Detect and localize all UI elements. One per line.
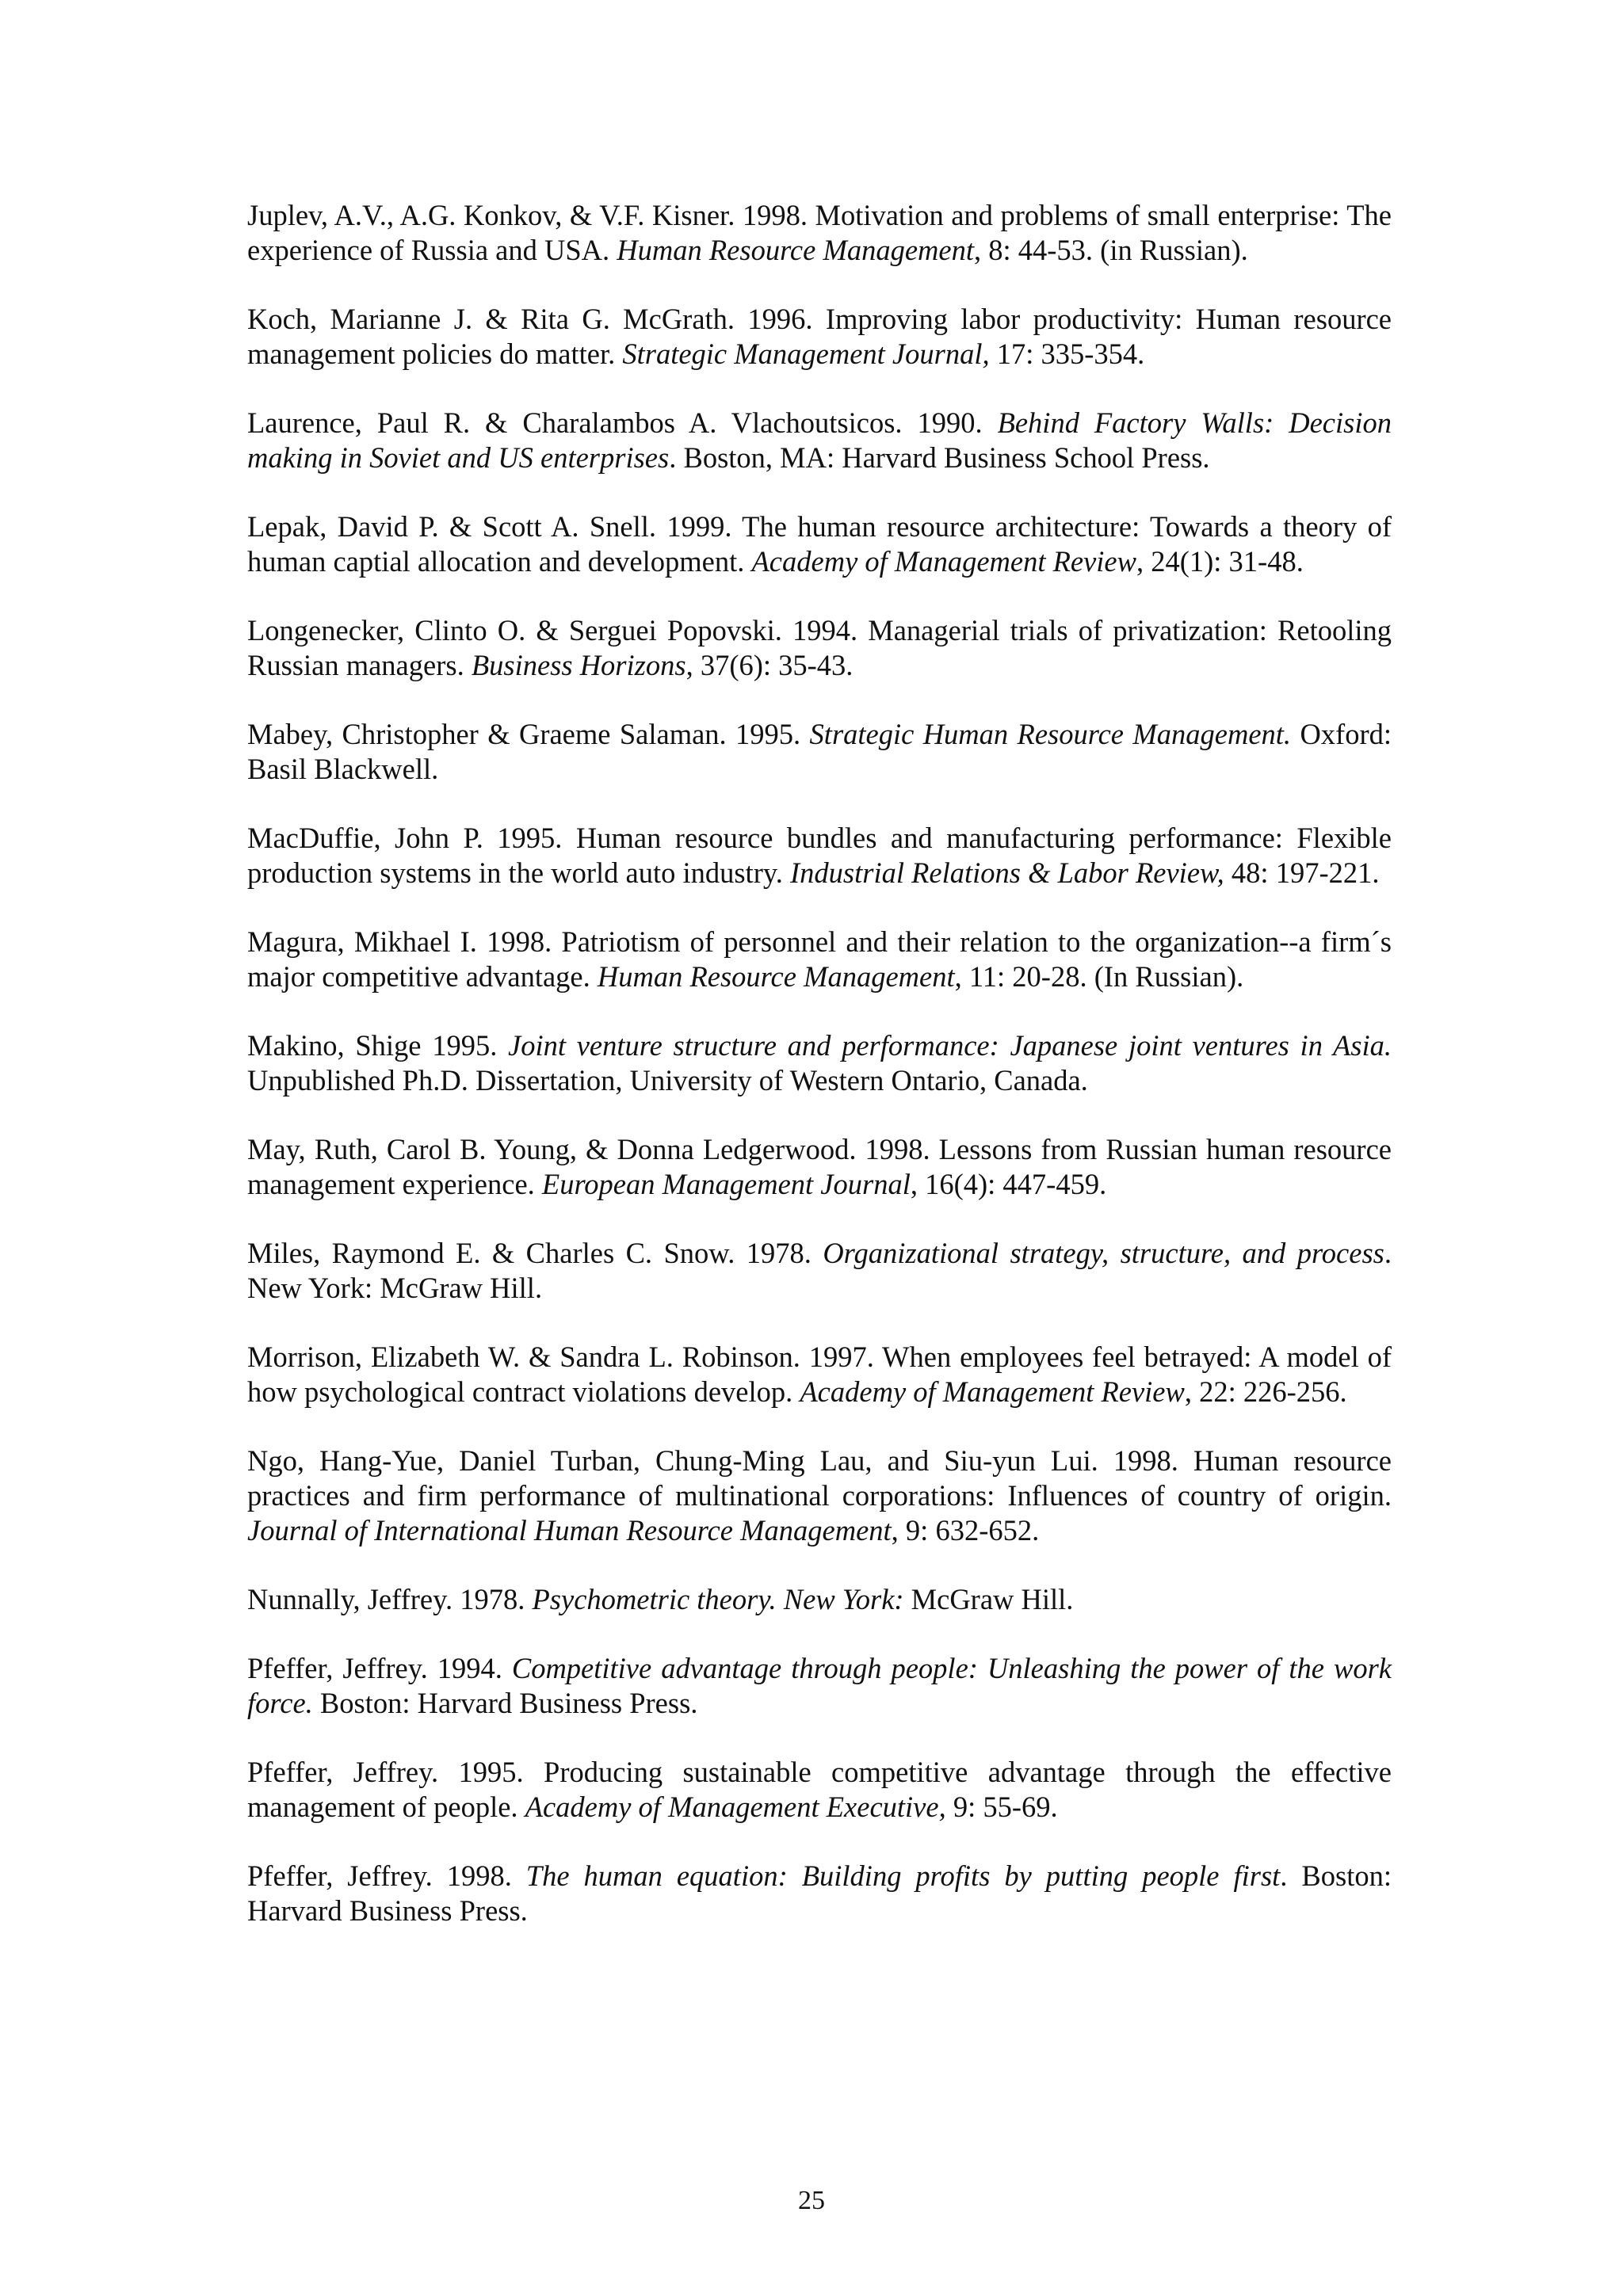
reference-text: , 11: 20-28. (In Russian). xyxy=(954,960,1244,993)
reference-entry-pfeffer-1994 xyxy=(247,1651,1392,1721)
reference-text: Longenecker, Clinto O. & Serguei Popovski. 1994. Managerial trials of privatization: Retooling Russian managers. xyxy=(247,614,1392,681)
reference-entry-miles xyxy=(247,1236,1392,1306)
reference-title-italic: Strategic Human Resource Management. xyxy=(809,718,1292,750)
reference-entry-magura xyxy=(247,925,1392,994)
reference-entry-nunnally xyxy=(247,1582,1392,1617)
reference-title-italic: European Management Journal xyxy=(541,1168,911,1200)
reference-entry-may xyxy=(247,1132,1392,1202)
reference-text: Unpublished Ph.D. Dissertation, University of Western Ontario, Canada. xyxy=(247,1064,1088,1097)
reference-title-italic: Academy of Management Review xyxy=(800,1375,1185,1408)
reference-text: Mabey, Christopher & Graeme Salaman. 1995. xyxy=(247,718,810,750)
reference-title-italic: Human Resource Management xyxy=(597,960,955,993)
reference-text: MacDuffie, John P. 1995. Human resource bundles and manufacturing performance: Flexible production systems in the world auto industry. xyxy=(247,822,1392,889)
reference-text: , 9: 632-652. xyxy=(891,1514,1040,1547)
reference-text: Pfeffer, Jeffrey. 1998. xyxy=(247,1859,526,1892)
reference-text: Koch, Marianne J. & Rita G. McGrath. 1996. Improving labor productivity: Human resource management policies do matter. xyxy=(247,303,1392,370)
reference-title-italic: Psychometric theory. New York: xyxy=(532,1583,904,1615)
reference-title-italic: Competitive advantage through people: Unleashing the power of the work force. xyxy=(247,1652,1392,1719)
reference-text: . Boston, MA: Harvard Business School Press. xyxy=(669,441,1210,474)
reference-text: , 8: 44-53. (in Russian). xyxy=(974,234,1248,266)
page-number: 25 xyxy=(798,2186,825,2215)
reference-entry-mabey xyxy=(247,717,1392,787)
reference-text: Pfeffer, Jeffrey. 1994. xyxy=(247,1652,512,1684)
reference-entry-longenecker xyxy=(247,613,1392,683)
reference-text: Boston: Harvard Business Press. xyxy=(312,1687,698,1719)
reference-text: 17: 335-354. xyxy=(989,338,1145,370)
reference-title-italic: Organizational strategy, structure, and process xyxy=(823,1237,1384,1269)
reference-text: McGraw Hill. xyxy=(903,1583,1074,1615)
reference-text: Magura, Mikhael I. 1998. Patriotism of personnel and their relation to the organization--a firm´s major competitive advantage. xyxy=(247,925,1392,993)
reference-title-italic: Journal of International Human Resource Management xyxy=(247,1514,892,1547)
reference-entry-koch xyxy=(247,302,1392,372)
reference-text: 48: 197-221. xyxy=(1224,856,1380,889)
reference-entry-pfeffer-1998 xyxy=(247,1859,1392,1928)
reference-text: . Boston: Harvard Business Press. xyxy=(247,1859,1392,1927)
reference-text: Pfeffer, Jeffrey. 1995. Producing sustainable competitive advantage through the effective management of people. xyxy=(247,1756,1392,1823)
reference-text: , 24(1): 31-48. xyxy=(1136,545,1304,578)
reference-title-italic: Academy of Management Review xyxy=(751,545,1136,578)
reference-text: , 22: 226-256. xyxy=(1184,1375,1347,1408)
reference-entry-juplev xyxy=(247,198,1392,268)
reference-text: Juplev, A.V., A.G. Konkov, & V.F. Kisner. 1998. Motivation and problems of small enterprise: The experience of Russia and USA. xyxy=(247,199,1392,266)
reference-entry-morrison xyxy=(247,1340,1392,1409)
reference-title-italic: Behind Factory Walls: Decision making in Soviet and US enterprises xyxy=(247,406,1392,474)
reference-title-italic: Academy of Management Executive, xyxy=(525,1791,946,1823)
reference-title-italic: Human Resource Management xyxy=(617,234,975,266)
reference-text: Makino, Shige 1995. xyxy=(247,1029,509,1062)
reference-list xyxy=(247,198,1392,1928)
reference-text: Lepak, David P. & Scott A. Snell. 1999. The human resource architecture: Towards a theory of human captial allocation and development. xyxy=(247,510,1392,578)
reference-entry-ngo xyxy=(247,1444,1392,1548)
reference-text: . New York: McGraw Hill. xyxy=(247,1237,1392,1304)
reference-entry-pfeffer-1995 xyxy=(247,1755,1392,1825)
reference-entry-makino xyxy=(247,1028,1392,1098)
reference-text: , 37(6): 35-43. xyxy=(685,649,854,681)
reference-title-italic: The human equation: Building profits by putting people first xyxy=(525,1859,1281,1892)
reference-title-italic: Business Horizons xyxy=(471,649,686,681)
reference-text: May, Ruth, Carol B. Young, & Donna Ledgerwood. 1998. Lessons from Russian human resource management experience. xyxy=(247,1133,1392,1200)
reference-text: Oxford: Basil Blackwell. xyxy=(247,718,1392,785)
reference-entry-macduffie xyxy=(247,821,1392,891)
reference-text: Miles, Raymond E. & Charles C. Snow. 1978. xyxy=(247,1237,823,1269)
reference-title-italic: Industrial Relations & Labor Review, xyxy=(789,856,1224,889)
reference-entry-lepak xyxy=(247,509,1392,579)
reference-text: Laurence, Paul R. & Charalambos A. Vlachoutsicos. 1990. xyxy=(247,406,998,439)
reference-title-italic: Joint venture structure and performance: Japanese joint ventures in Asia. xyxy=(508,1029,1392,1062)
reference-text: Ngo, Hang-Yue, Daniel Turban, Chung-Ming Lau, and Siu-yun Lui. 1998. Human resource practices and firm performance of multinational corporations: Influences of country of origin. xyxy=(247,1444,1392,1512)
reference-entry-laurence xyxy=(247,406,1392,475)
reference-text: Morrison, Elizabeth W. & Sandra L. Robinson. 1997. When employees feel betrayed: A model of how psychological contract violations develop. xyxy=(247,1341,1392,1408)
reference-text: , 16(4): 447-459. xyxy=(910,1168,1107,1200)
reference-text: 9: 55-69. xyxy=(945,1791,1058,1823)
reference-title-italic: Strategic Management Journal, xyxy=(622,338,990,370)
reference-text: Nunnally, Jeffrey. 1978. xyxy=(247,1583,533,1615)
